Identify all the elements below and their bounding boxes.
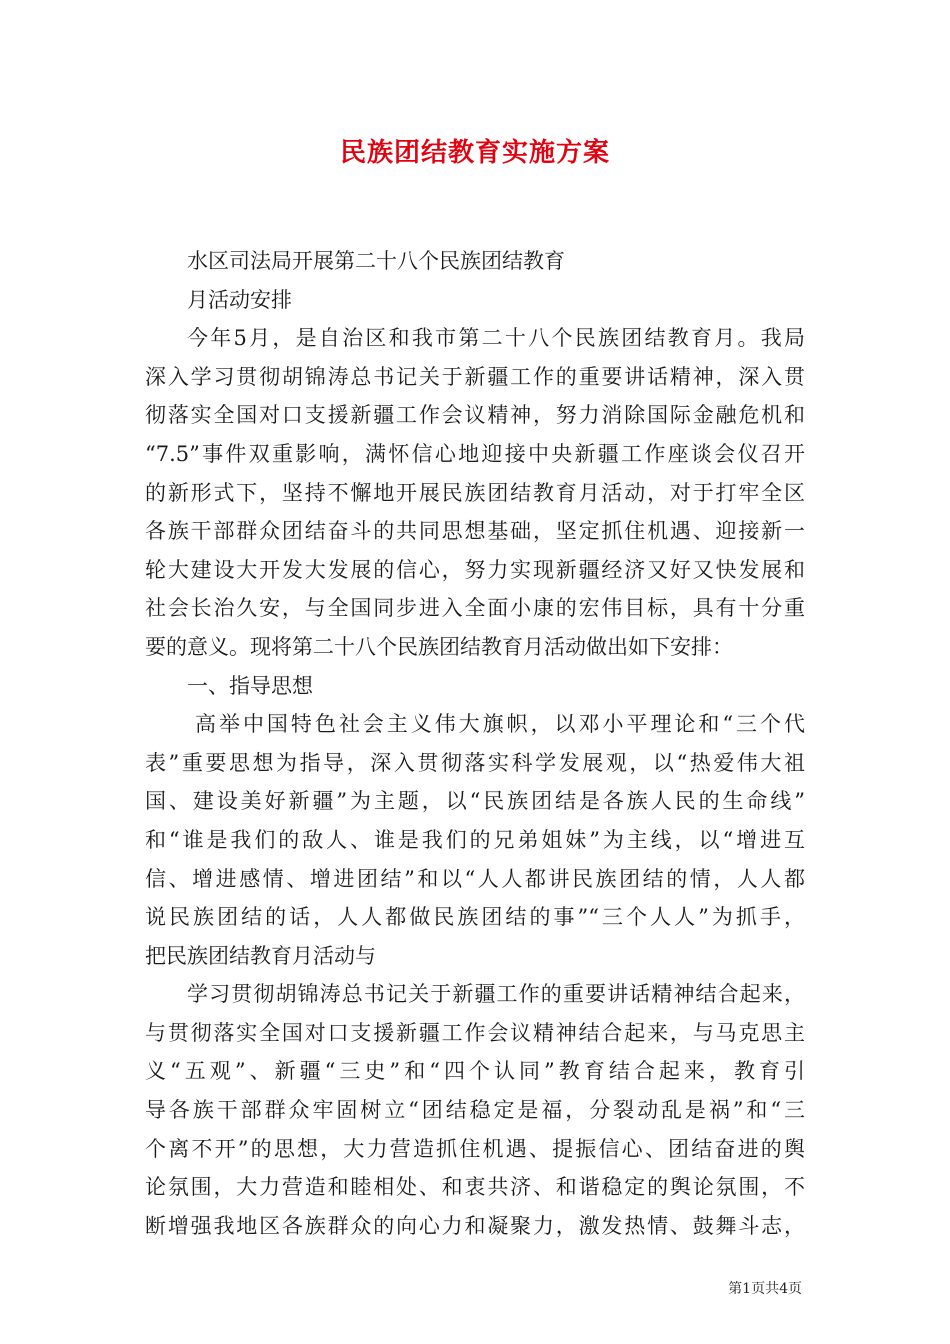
text-line: 学习贯彻胡锦涛总书记关于新疆工作的重要讲话精神结合起来， <box>187 982 805 1007</box>
text-line: 的新形式下，坚持不懈地开展民族团结教育月活动，对于打牢全区 <box>145 480 805 505</box>
text-line: 论氛围，大力营造和睦相处、和衷共济、和谐稳定的舆论氛围，不 <box>145 1175 805 1200</box>
text-line: 月活动安排 <box>187 287 292 312</box>
text-line: 表”重要思想为指导，深入贯彻落实科学发展观，以“热爱伟大祖 <box>145 750 805 775</box>
text-line: 今年5月，是自治区和我市第二十八个民族团结教育月。我局 <box>187 326 805 351</box>
document-body <box>145 242 805 1245</box>
text-line: 彻落实全国对口支援新疆工作会议精神，努力消除国际金融危机和 <box>145 403 805 428</box>
text-line: 与贯彻落实全国对口支援新疆工作会议精神结合起来，与马克思主 <box>145 1020 805 1045</box>
text-line: 个离不开”的思想，大力营造抓住机遇、提振信心、团结奋进的舆 <box>145 1136 805 1161</box>
text-line: 社会长治久安，与全国同步进入全面小康的宏伟目标，具有十分重 <box>145 596 805 621</box>
document-title: 民族团结教育实施方案 <box>339 138 610 168</box>
text-line: 深入学习贯彻胡锦涛总书记关于新疆工作的重要讲话精神，深入贯 <box>145 364 805 389</box>
text-line: 把民族团结教育月活动与 <box>145 943 376 968</box>
text-line: 义“五观”、新疆“三史”和“四个认同”教育结合起来，教育引 <box>145 1059 805 1084</box>
text-line: 高举中国特色社会主义伟大旗帜，以邓小平理论和“三个代 <box>195 712 805 737</box>
page-number: 第1页共4页 <box>728 1281 802 1297</box>
text-line: 水区司法局开展第二十八个民族团结教育 <box>187 249 565 273</box>
text-line: 轮大建设大开发大发展的信心，努力实现新疆经济又好又快发展和 <box>145 557 805 582</box>
text-line: 断增强我地区各族群众的向心力和凝聚力，激发热情、鼓舞斗志， <box>145 1213 805 1238</box>
section-heading: 一、指导思想 <box>187 673 313 698</box>
text-line: 信、增进感情、增进团结”和以“人人都讲民族团结的情，人人都 <box>145 866 805 891</box>
text-line: 说民族团结的话，人人都做民族团结的事”“三个人人”为抓手， <box>145 905 805 930</box>
text-line: 导各族干部群众牢固树立“团结稳定是福，分裂动乱是祸”和“三 <box>145 1098 805 1123</box>
text-line: 要的意义。现将第二十八个民族团结教育月活动做出如下安排： <box>145 634 733 659</box>
text-line: 国、建设美好新疆”为主题，以“民族团结是各族人民的生命线” <box>145 789 805 814</box>
text-line: 各族干部群众团结奋斗的共同思想基础，坚定抓住机遇、迎接新一 <box>145 519 805 544</box>
text-line: 和“谁是我们的敌人、谁是我们的兄弟姐妹”为主线，以“增进互 <box>145 827 805 852</box>
text-line: “7.5”事件双重影响，满怀信心地迎接中央新疆工作座谈会仪召开 <box>145 441 805 466</box>
